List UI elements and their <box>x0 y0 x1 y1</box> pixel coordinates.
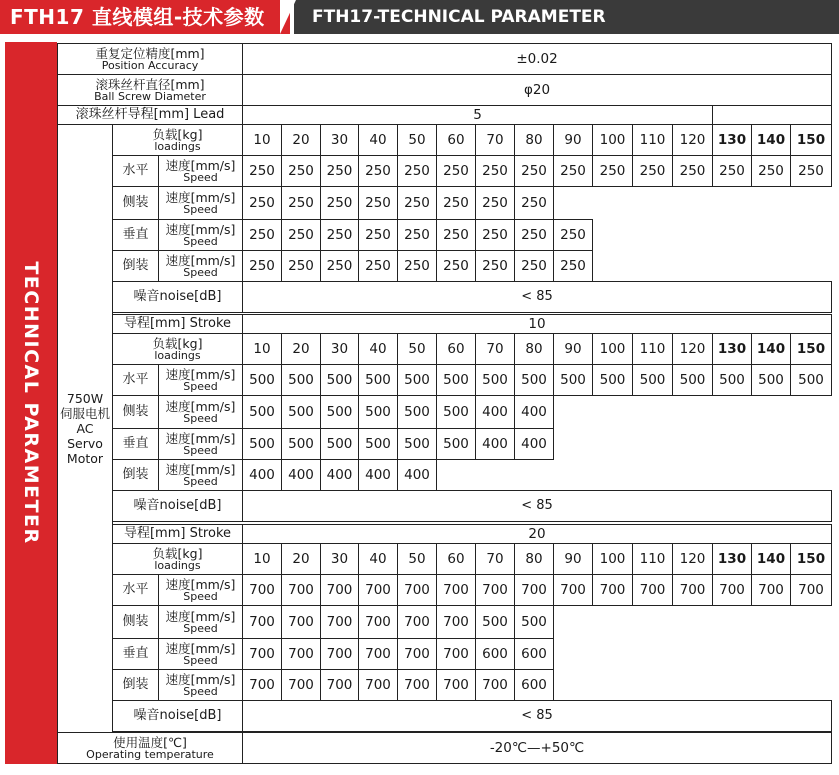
loading-value: 40 <box>358 124 398 156</box>
position-accuracy-label-zh: 重复定位精度[mm] <box>95 45 205 61</box>
orientation-label: 水平 <box>112 155 159 187</box>
loading-value: 140 <box>751 124 791 156</box>
speed-value: 700 <box>790 574 832 606</box>
loading-value: 70 <box>475 333 515 365</box>
speed-label <box>158 155 243 187</box>
speed-value: 700 <box>397 605 437 639</box>
speed-label-en: Speed <box>183 474 218 488</box>
speed-value: 250 <box>672 155 713 187</box>
speed-value: 250 <box>358 219 398 251</box>
loading-value: 150 <box>790 124 832 156</box>
speed-label-en: Speed <box>183 234 218 248</box>
speed-value: 500 <box>790 364 832 396</box>
stroke-value: 20 <box>242 524 832 544</box>
ball-screw-diameter-value: φ20 <box>242 74 832 106</box>
speed-label-zh: 速度[mm/s] <box>165 366 236 382</box>
loading-value: 50 <box>397 124 437 156</box>
loading-value: 130 <box>712 124 752 156</box>
speed-value: 700 <box>242 574 282 606</box>
motor-label-line: 伺服电机 <box>59 406 110 421</box>
speed-label-zh: 速度[mm/s] <box>165 671 236 687</box>
speed-label-en: Speed <box>183 589 218 603</box>
speed-value: 250 <box>592 155 633 187</box>
speed-value: 250 <box>320 155 359 187</box>
speed-value: 250 <box>514 250 554 282</box>
speed-value: 700 <box>475 669 515 701</box>
speed-value: 700 <box>672 574 713 606</box>
loading-value: 120 <box>672 124 713 156</box>
speed-value: 700 <box>320 574 359 606</box>
speed-value: 400 <box>514 428 554 460</box>
speed-value: 700 <box>358 638 398 670</box>
speed-value: 500 <box>397 395 437 429</box>
noise-value: < 85 <box>242 281 832 313</box>
speed-label-en: Speed <box>183 202 218 216</box>
speed-value: 700 <box>242 638 282 670</box>
loadings-label-zh: 负载[kg] <box>152 335 203 351</box>
speed-value: 500 <box>397 364 437 396</box>
loading-value: 80 <box>514 333 554 365</box>
orientation-label: 侧装 <box>112 395 159 429</box>
speed-value: 250 <box>397 155 437 187</box>
speed-value: 250 <box>242 250 282 282</box>
speed-value: 250 <box>632 155 673 187</box>
speed-value: 250 <box>712 155 752 187</box>
speed-value: 250 <box>320 219 359 251</box>
noise-label: 噪音noise[dB] <box>112 700 243 732</box>
speed-label-en: Speed <box>183 411 218 425</box>
speed-value: 700 <box>242 605 282 639</box>
speed-value: 500 <box>436 364 476 396</box>
motor-label-line: Motor <box>66 451 104 466</box>
speed-label-zh: 速度[mm/s] <box>165 640 236 656</box>
speed-label <box>158 638 243 670</box>
speed-value: 700 <box>514 574 554 606</box>
header-banner <box>0 0 839 34</box>
speed-value: 250 <box>358 250 398 282</box>
speed-label-en: Speed <box>183 170 218 184</box>
speed-value: 250 <box>281 219 321 251</box>
loading-value: 20 <box>281 333 321 365</box>
speed-value: 250 <box>320 250 359 282</box>
speed-value: 500 <box>514 605 554 639</box>
speed-value: 700 <box>712 574 752 606</box>
speed-value: 500 <box>436 428 476 460</box>
speed-value: 500 <box>358 428 398 460</box>
loading-value: 60 <box>436 333 476 365</box>
motor-label-line: AC <box>76 421 94 436</box>
speed-value: 500 <box>436 395 476 429</box>
loading-value: 110 <box>632 124 673 156</box>
speed-value: 700 <box>397 574 437 606</box>
speed-label-zh: 速度[mm/s] <box>165 576 236 592</box>
speed-label <box>158 364 243 396</box>
orientation-label: 垂直 <box>112 638 159 670</box>
speed-value: 250 <box>320 186 359 220</box>
speed-value: 700 <box>397 669 437 701</box>
speed-label-zh: 速度[mm/s] <box>165 608 236 624</box>
speed-value: 250 <box>790 155 832 187</box>
speed-value: 250 <box>281 155 321 187</box>
title-cn: FTH17 直线模组-技术参数 <box>10 5 265 29</box>
speed-label-zh: 速度[mm/s] <box>165 461 236 477</box>
loadings-label-zh: 负载[kg] <box>152 545 203 561</box>
speed-value: 700 <box>358 605 398 639</box>
position-accuracy-label <box>57 43 243 75</box>
speed-value: 500 <box>281 428 321 460</box>
operating-temperature-label-zh: 使用温度[℃] <box>113 734 187 750</box>
noise-label: 噪音noise[dB] <box>112 490 243 522</box>
speed-value: 250 <box>281 186 321 220</box>
loadings-label-en: loadings <box>154 139 201 153</box>
speed-value: 400 <box>320 459 359 491</box>
operating-temperature-label-en: Operating temperature <box>86 747 214 761</box>
speed-value: 500 <box>553 364 593 396</box>
loading-value: 10 <box>242 124 282 156</box>
loading-value: 90 <box>553 124 593 156</box>
speed-value: 700 <box>320 669 359 701</box>
loading-value: 60 <box>436 124 476 156</box>
loading-value: 20 <box>281 124 321 156</box>
speed-value: 250 <box>358 186 398 220</box>
speed-value: 250 <box>475 250 515 282</box>
ball-screw-diameter-label-zh: 滚珠丝杆直径[mm] <box>95 76 205 92</box>
speed-value: 400 <box>475 428 515 460</box>
speed-value: 500 <box>320 364 359 396</box>
speed-value: 600 <box>475 638 515 670</box>
speed-value: 250 <box>436 250 476 282</box>
position-accuracy-label-en: Position Accuracy <box>101 58 199 72</box>
speed-value: 250 <box>751 155 791 187</box>
speed-value: 500 <box>592 364 633 396</box>
speed-label <box>158 250 243 282</box>
speed-label <box>158 428 243 460</box>
title-en: FTH17-TECHNICAL PARAMETER <box>312 7 606 27</box>
loadings-label-zh: 负载[kg] <box>152 126 203 142</box>
speed-value: 700 <box>281 638 321 670</box>
loading-value: 10 <box>242 543 282 575</box>
speed-value: 500 <box>281 395 321 429</box>
speed-value: 400 <box>514 395 554 429</box>
speed-value: 700 <box>281 669 321 701</box>
orientation-label: 倒装 <box>112 459 159 491</box>
speed-label-zh: 速度[mm/s] <box>165 221 236 237</box>
speed-value: 700 <box>436 638 476 670</box>
sidebar-title-text: TECHNICAL PARAMETER <box>20 261 42 545</box>
position-accuracy-value: ±0.02 <box>242 43 832 75</box>
speed-value: 250 <box>242 186 282 220</box>
speed-value: 250 <box>514 219 554 251</box>
speed-value: 500 <box>242 428 282 460</box>
speed-value: 700 <box>553 574 593 606</box>
speed-value: 400 <box>475 395 515 429</box>
orientation-label: 水平 <box>112 364 159 396</box>
speed-value: 400 <box>358 459 398 491</box>
speed-label <box>158 574 243 606</box>
loading-value: 110 <box>632 333 673 365</box>
loadings-label-en: loadings <box>154 348 201 362</box>
orientation-label: 倒装 <box>112 669 159 701</box>
loadings-label-en: loadings <box>154 558 201 572</box>
speed-label <box>158 605 243 639</box>
speed-value: 250 <box>553 250 593 282</box>
loading-value: 30 <box>320 124 359 156</box>
speed-label-en: Speed <box>183 379 218 393</box>
speed-value: 500 <box>712 364 752 396</box>
speed-value: 700 <box>320 638 359 670</box>
speed-value: 250 <box>436 219 476 251</box>
speed-label-zh: 速度[mm/s] <box>165 189 236 205</box>
speed-value: 700 <box>358 669 398 701</box>
motor-label-line: 750W <box>66 391 104 406</box>
orientation-label: 垂直 <box>112 428 159 460</box>
speed-value: 250 <box>397 250 437 282</box>
speed-value: 250 <box>436 186 476 220</box>
loading-value: 40 <box>358 543 398 575</box>
speed-value: 500 <box>397 428 437 460</box>
lead-value: 5 <box>242 105 713 125</box>
speed-label-zh: 速度[mm/s] <box>165 252 236 268</box>
speed-label-zh: 速度[mm/s] <box>165 157 236 173</box>
speed-value: 400 <box>397 459 437 491</box>
speed-value: 250 <box>397 219 437 251</box>
speed-value: 500 <box>320 395 359 429</box>
speed-label-en: Speed <box>183 265 218 279</box>
speed-label-en: Speed <box>183 653 218 667</box>
loading-value: 150 <box>790 333 832 365</box>
speed-label-zh: 速度[mm/s] <box>165 430 236 446</box>
speed-value: 700 <box>281 605 321 639</box>
speed-value: 700 <box>592 574 633 606</box>
loading-value: 90 <box>553 333 593 365</box>
speed-value: 250 <box>553 219 593 251</box>
noise-value: < 85 <box>242 490 832 522</box>
loadings-label <box>112 124 243 156</box>
orientation-label: 侧装 <box>112 186 159 220</box>
loading-value: 50 <box>397 333 437 365</box>
speed-value: 500 <box>281 364 321 396</box>
loading-value: 80 <box>514 543 554 575</box>
speed-label <box>158 219 243 251</box>
speed-value: 250 <box>358 155 398 187</box>
speed-value: 500 <box>358 364 398 396</box>
speed-value: 700 <box>436 605 476 639</box>
speed-value: 500 <box>632 364 673 396</box>
loadings-label <box>112 543 243 575</box>
loading-value: 60 <box>436 543 476 575</box>
speed-label <box>158 669 243 701</box>
loading-value: 70 <box>475 543 515 575</box>
speed-value: 700 <box>242 669 282 701</box>
ball-screw-diameter-label <box>57 74 243 106</box>
speed-value: 500 <box>672 364 713 396</box>
stroke-label: 导程[mm] Stroke <box>112 524 243 544</box>
loading-value: 20 <box>281 543 321 575</box>
operating-temperature-value: -20℃—+50℃ <box>242 732 832 764</box>
speed-value: 700 <box>397 638 437 670</box>
speed-label <box>158 186 243 220</box>
speed-value: 700 <box>751 574 791 606</box>
loading-value: 110 <box>632 543 673 575</box>
loading-value: 80 <box>514 124 554 156</box>
speed-value: 700 <box>358 574 398 606</box>
speed-value: 250 <box>553 155 593 187</box>
speed-value: 250 <box>436 155 476 187</box>
speed-value: 500 <box>514 364 554 396</box>
speed-value: 700 <box>436 669 476 701</box>
loading-value: 140 <box>751 333 791 365</box>
speed-value: 250 <box>281 250 321 282</box>
loading-value: 100 <box>592 543 633 575</box>
speed-value: 700 <box>475 574 515 606</box>
orientation-label: 倒装 <box>112 250 159 282</box>
motor-label-line: Servo <box>67 436 103 451</box>
speed-value: 500 <box>358 395 398 429</box>
speed-value: 500 <box>475 364 515 396</box>
speed-value: 400 <box>281 459 321 491</box>
orientation-label: 侧装 <box>112 605 159 639</box>
header-slash-divider <box>280 0 296 34</box>
speed-value: 700 <box>436 574 476 606</box>
orientation-label: 垂直 <box>112 219 159 251</box>
speed-value: 500 <box>242 364 282 396</box>
loading-value: 120 <box>672 333 713 365</box>
stroke-value: 10 <box>242 314 832 334</box>
speed-value: 250 <box>514 186 554 220</box>
speed-value: 250 <box>514 155 554 187</box>
speed-value: 500 <box>320 428 359 460</box>
motor-label <box>57 124 113 733</box>
speed-value: 500 <box>475 605 515 639</box>
speed-label-zh: 速度[mm/s] <box>165 398 236 414</box>
loading-value: 10 <box>242 333 282 365</box>
loading-value: 90 <box>553 543 593 575</box>
noise-value: < 85 <box>242 700 832 732</box>
speed-value: 250 <box>397 186 437 220</box>
loading-value: 130 <box>712 333 752 365</box>
noise-label: 噪音noise[dB] <box>112 281 243 313</box>
loadings-label <box>112 333 243 365</box>
speed-value: 250 <box>242 219 282 251</box>
stroke-label: 导程[mm] Stroke <box>112 314 243 334</box>
loading-value: 30 <box>320 543 359 575</box>
loading-value: 100 <box>592 333 633 365</box>
speed-value: 700 <box>632 574 673 606</box>
orientation-label: 水平 <box>112 574 159 606</box>
loading-value: 70 <box>475 124 515 156</box>
speed-value: 700 <box>320 605 359 639</box>
sidebar-vertical-title <box>5 42 57 764</box>
speed-label <box>158 395 243 429</box>
speed-value: 250 <box>475 186 515 220</box>
speed-value: 500 <box>242 395 282 429</box>
loading-value: 100 <box>592 124 633 156</box>
loading-value: 50 <box>397 543 437 575</box>
speed-value: 400 <box>242 459 282 491</box>
loading-value: 30 <box>320 333 359 365</box>
loading-value: 120 <box>672 543 713 575</box>
loading-value: 140 <box>751 543 791 575</box>
loading-value: 40 <box>358 333 398 365</box>
operating-temperature-label <box>57 732 243 764</box>
speed-value: 600 <box>514 669 554 701</box>
speed-label-en: Speed <box>183 443 218 457</box>
loading-value: 130 <box>712 543 752 575</box>
speed-value: 700 <box>281 574 321 606</box>
speed-value: 250 <box>475 155 515 187</box>
speed-label <box>158 459 243 491</box>
lead-empty-cell <box>712 105 832 125</box>
speed-value: 500 <box>751 364 791 396</box>
loading-value: 150 <box>790 543 832 575</box>
speed-value: 250 <box>475 219 515 251</box>
lead-label: 滚珠丝杆导程[mm] Lead <box>57 105 243 125</box>
ball-screw-diameter-label-en: Ball Screw Diameter <box>94 89 206 103</box>
speed-label-en: Speed <box>183 684 218 698</box>
speed-value: 250 <box>242 155 282 187</box>
speed-value: 600 <box>514 638 554 670</box>
speed-label-en: Speed <box>183 621 218 635</box>
